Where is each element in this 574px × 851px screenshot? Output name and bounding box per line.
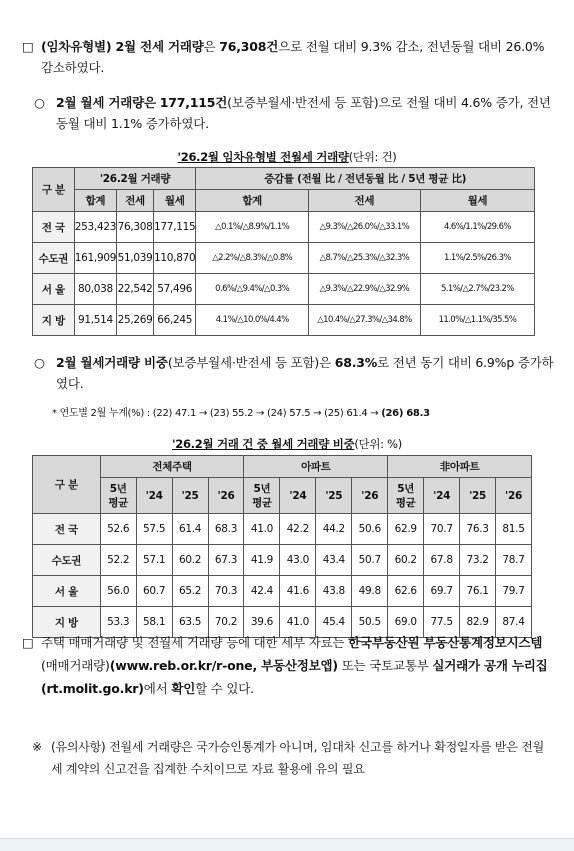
caution-note: ※ (유의사항) 전월세 거래량은 국가승인통계가 아니며, 임대차 신고를 하거나 확정일자를 받은 전월세 계약의 신고건을 집계한 수치이므로 자료 활용에 유의 필요 xyxy=(32,736,547,780)
jeonse-count: 76,308건 xyxy=(219,39,279,54)
reb-url: (www.reb.or.kr/r-one, 부동산정보앱) xyxy=(109,658,338,673)
row-label: 전 국 xyxy=(33,514,101,545)
cell: 65.2 xyxy=(172,576,208,607)
table1-rowlabel-header: 구 분 xyxy=(33,168,75,212)
cell: 0.6%/△9.4%/△0.3% xyxy=(196,274,309,305)
table2-group-header: 아파트 xyxy=(244,456,388,478)
cell: 161,909 xyxy=(74,243,116,274)
cell: 5.1%/△2.7%/23.2% xyxy=(420,274,534,305)
cell: 50.5 xyxy=(352,607,388,638)
table2-col-header: '26 xyxy=(496,478,532,514)
reference-mark-icon: ※ xyxy=(32,740,42,754)
cell: 87.4 xyxy=(496,607,532,638)
cell: 76.3 xyxy=(460,514,496,545)
table-row xyxy=(33,514,532,545)
table2-col-header: 5년 평균 xyxy=(388,478,424,514)
table-row xyxy=(33,243,535,274)
rental-volume-table xyxy=(32,167,535,336)
cell: 67.8 xyxy=(424,545,460,576)
cell: 52.2 xyxy=(100,545,136,576)
cell: 67.3 xyxy=(208,545,244,576)
page-bottom-band xyxy=(0,838,574,851)
cell: 70.2 xyxy=(208,607,244,638)
cell: 110,870 xyxy=(154,243,196,274)
cell: 56.0 xyxy=(100,576,136,607)
cell: 51,039 xyxy=(117,243,154,274)
row-label: 지 방 xyxy=(33,305,75,336)
circle-bullet-icon: ○ xyxy=(34,95,45,110)
table2-caption xyxy=(0,436,574,452)
summary-wolse-paragraph: ○ 2월 월세 거래량은 177,115건(보증부월세·반전세 등 포함)으로 전월 대비 4.6% 증가, 전년동월 대비 1.1% 증가하였다. xyxy=(34,92,554,134)
table1-col-header: 월세 xyxy=(420,190,534,212)
cell: 4.1%/△10.0%/4.4% xyxy=(196,305,309,336)
table2-col-header: '24 xyxy=(280,478,316,514)
table1-rate-group-header: 증감률 (전월 比 / 전년동월 比 / 5년 평균 比) xyxy=(196,168,535,190)
table-row xyxy=(33,212,535,243)
cell: 78.7 xyxy=(496,545,532,576)
cell: 58.1 xyxy=(136,607,172,638)
cell: 57.1 xyxy=(136,545,172,576)
cell: △10.4%/△27.3%/△34.8% xyxy=(308,305,420,336)
cell: 43.8 xyxy=(316,576,352,607)
table2-col-header: '24 xyxy=(424,478,460,514)
table-row xyxy=(33,576,532,607)
cell: 22,542 xyxy=(117,274,154,305)
cell: 69.0 xyxy=(388,607,424,638)
row-label: 서 울 xyxy=(33,576,101,607)
cell: 68.3 xyxy=(208,514,244,545)
table-row xyxy=(33,545,532,576)
cell: 44.2 xyxy=(316,514,352,545)
table1-caption xyxy=(0,149,574,165)
cell: 62.9 xyxy=(388,514,424,545)
cell: 57.5 xyxy=(136,514,172,545)
row-label: 수도권 xyxy=(33,243,75,274)
wolse-count: 177,115건 xyxy=(159,95,228,110)
cell: 70.7 xyxy=(424,514,460,545)
cell: 11.0%/△1.1%/35.5% xyxy=(420,305,534,336)
cell: 42.2 xyxy=(280,514,316,545)
cell: 1.1%/2.5%/26.3% xyxy=(420,243,534,274)
cell: 60.2 xyxy=(172,545,208,576)
cell: 43.4 xyxy=(316,545,352,576)
row-label: 지 방 xyxy=(33,607,101,638)
cell: 63.5 xyxy=(172,607,208,638)
cell: 41.0 xyxy=(280,607,316,638)
molit-url: 실거래가 공개 누리집(rt.molit.go.kr) xyxy=(41,658,548,696)
table2-col-header: 5년 평균 xyxy=(100,478,136,514)
cell: 77.5 xyxy=(424,607,460,638)
table2-col-header: '24 xyxy=(136,478,172,514)
cell: 60.2 xyxy=(388,545,424,576)
table2-col-header: '25 xyxy=(172,478,208,514)
cell: 41.0 xyxy=(244,514,280,545)
row-label: 전 국 xyxy=(33,212,75,243)
reb-link-text: 한국부동산원 부동산통계정보시스템 xyxy=(348,635,543,650)
wolse-share-paragraph: ○ 2월 월세거래량 비중(보증부월세·반전세 등 포함)은 68.3%로 전년 동기 대비 6.9%p 증가하였다. xyxy=(34,352,554,394)
summary-jeonse-paragraph: □ (임차유형별) 2월 전세 거래량은 76,308건으로 전월 대비 9.3% 감소, 전년동월 대비 26.0% 감소하였다. xyxy=(22,36,557,78)
table2-rowlabel-header: 구 분 xyxy=(33,456,101,514)
table1-col-header: 합계 xyxy=(196,190,309,212)
cell: 66,245 xyxy=(154,305,196,336)
table2-col-header: 5년 평균 xyxy=(244,478,280,514)
wolse-share-value: 68.3% xyxy=(334,355,378,370)
table2-title: '26.2월 거래 건 중 월세 거래량 비중 xyxy=(172,437,355,451)
table2-unit: (단위: %) xyxy=(354,437,402,451)
table1-col-header: 합계 xyxy=(74,190,116,212)
cell: △9.3%/△26.0%/△33.1% xyxy=(308,212,420,243)
table2-col-header: '26 xyxy=(208,478,244,514)
table2-group-header: 전체주택 xyxy=(100,456,244,478)
cell: 91,514 xyxy=(74,305,116,336)
cell: 70.3 xyxy=(208,576,244,607)
cell: △0.1%/△8.9%/1.1% xyxy=(196,212,309,243)
cell: 52.6 xyxy=(100,514,136,545)
cell: △9.3%/△22.9%/△32.9% xyxy=(308,274,420,305)
row-label: 수도권 xyxy=(33,545,101,576)
cell: 50.6 xyxy=(352,514,388,545)
cell: 62.6 xyxy=(388,576,424,607)
square-bullet-icon: □ xyxy=(22,635,34,650)
cell: 50.7 xyxy=(352,545,388,576)
table2-col-header: '25 xyxy=(316,478,352,514)
cell: 53.3 xyxy=(100,607,136,638)
cell: 61.4 xyxy=(172,514,208,545)
table-row xyxy=(33,305,535,336)
table1-title: '26.2월 임차유형별 전월세 거래량 xyxy=(177,150,349,164)
cell: 82.9 xyxy=(460,607,496,638)
cell: 69.7 xyxy=(424,576,460,607)
table-row xyxy=(33,274,535,305)
cell: △2.2%/△8.3%/△0.8% xyxy=(196,243,309,274)
cell: 49.8 xyxy=(352,576,388,607)
jeonse-heading: (임차유형별) 2월 전세 거래량 xyxy=(41,39,204,54)
table1-unit: (단위: 건) xyxy=(348,150,397,164)
table2-col-header: '26 xyxy=(352,478,388,514)
cell: △8.7%/△25.3%/△32.3% xyxy=(308,243,420,274)
cell: 41.6 xyxy=(280,576,316,607)
cell: 76,308 xyxy=(117,212,154,243)
table1-volume-group-header: '26.2월 거래량 xyxy=(74,168,196,190)
cell: 177,115 xyxy=(154,212,196,243)
cell: 4.6%/1.1%/29.6% xyxy=(420,212,534,243)
table1-col-header: 전세 xyxy=(308,190,420,212)
data-source-paragraph: □ 주택 매매거래량 및 전월세 거래량 등에 대한 세부 자료는 한국부동산원 부동산통계정보시스템(매매거래량)(www.reb.or.kr/r-one, 부동산정보앱) 또는 국토교통부 실거래가 공개 누리집(rt.molit.go.kr)에서 확인할 수 있다. xyxy=(22,631,557,700)
table1-col-header: 전세 xyxy=(117,190,154,212)
cell: 39.6 xyxy=(244,607,280,638)
cell: 79.7 xyxy=(496,576,532,607)
cell: 42.4 xyxy=(244,576,280,607)
cell: 57,496 xyxy=(154,274,196,305)
cell: 41.9 xyxy=(244,545,280,576)
table2-group-header: 非아파트 xyxy=(388,456,532,478)
cell: 60.7 xyxy=(136,576,172,607)
circle-bullet-icon: ○ xyxy=(34,355,45,370)
cell: 80,038 xyxy=(74,274,116,305)
wolse-share-table xyxy=(32,455,532,638)
cell: 43.0 xyxy=(280,545,316,576)
cell: 73.2 xyxy=(460,545,496,576)
row-label: 서 울 xyxy=(33,274,75,305)
square-bullet-icon: □ xyxy=(22,39,34,54)
cell: 253,423 xyxy=(74,212,116,243)
table2-col-header: '25 xyxy=(460,478,496,514)
cumulative-note: * 연도별 2월 누계(%) : (22) 47.1 → (23) 55.2 → (24) 57.5 → (25) 61.4 → (26) 68.3 xyxy=(52,408,430,419)
cell: 25,269 xyxy=(117,305,154,336)
cell: 81.5 xyxy=(496,514,532,545)
cell: 45.4 xyxy=(316,607,352,638)
table1-col-header: 월세 xyxy=(154,190,196,212)
cell: 76.1 xyxy=(460,576,496,607)
